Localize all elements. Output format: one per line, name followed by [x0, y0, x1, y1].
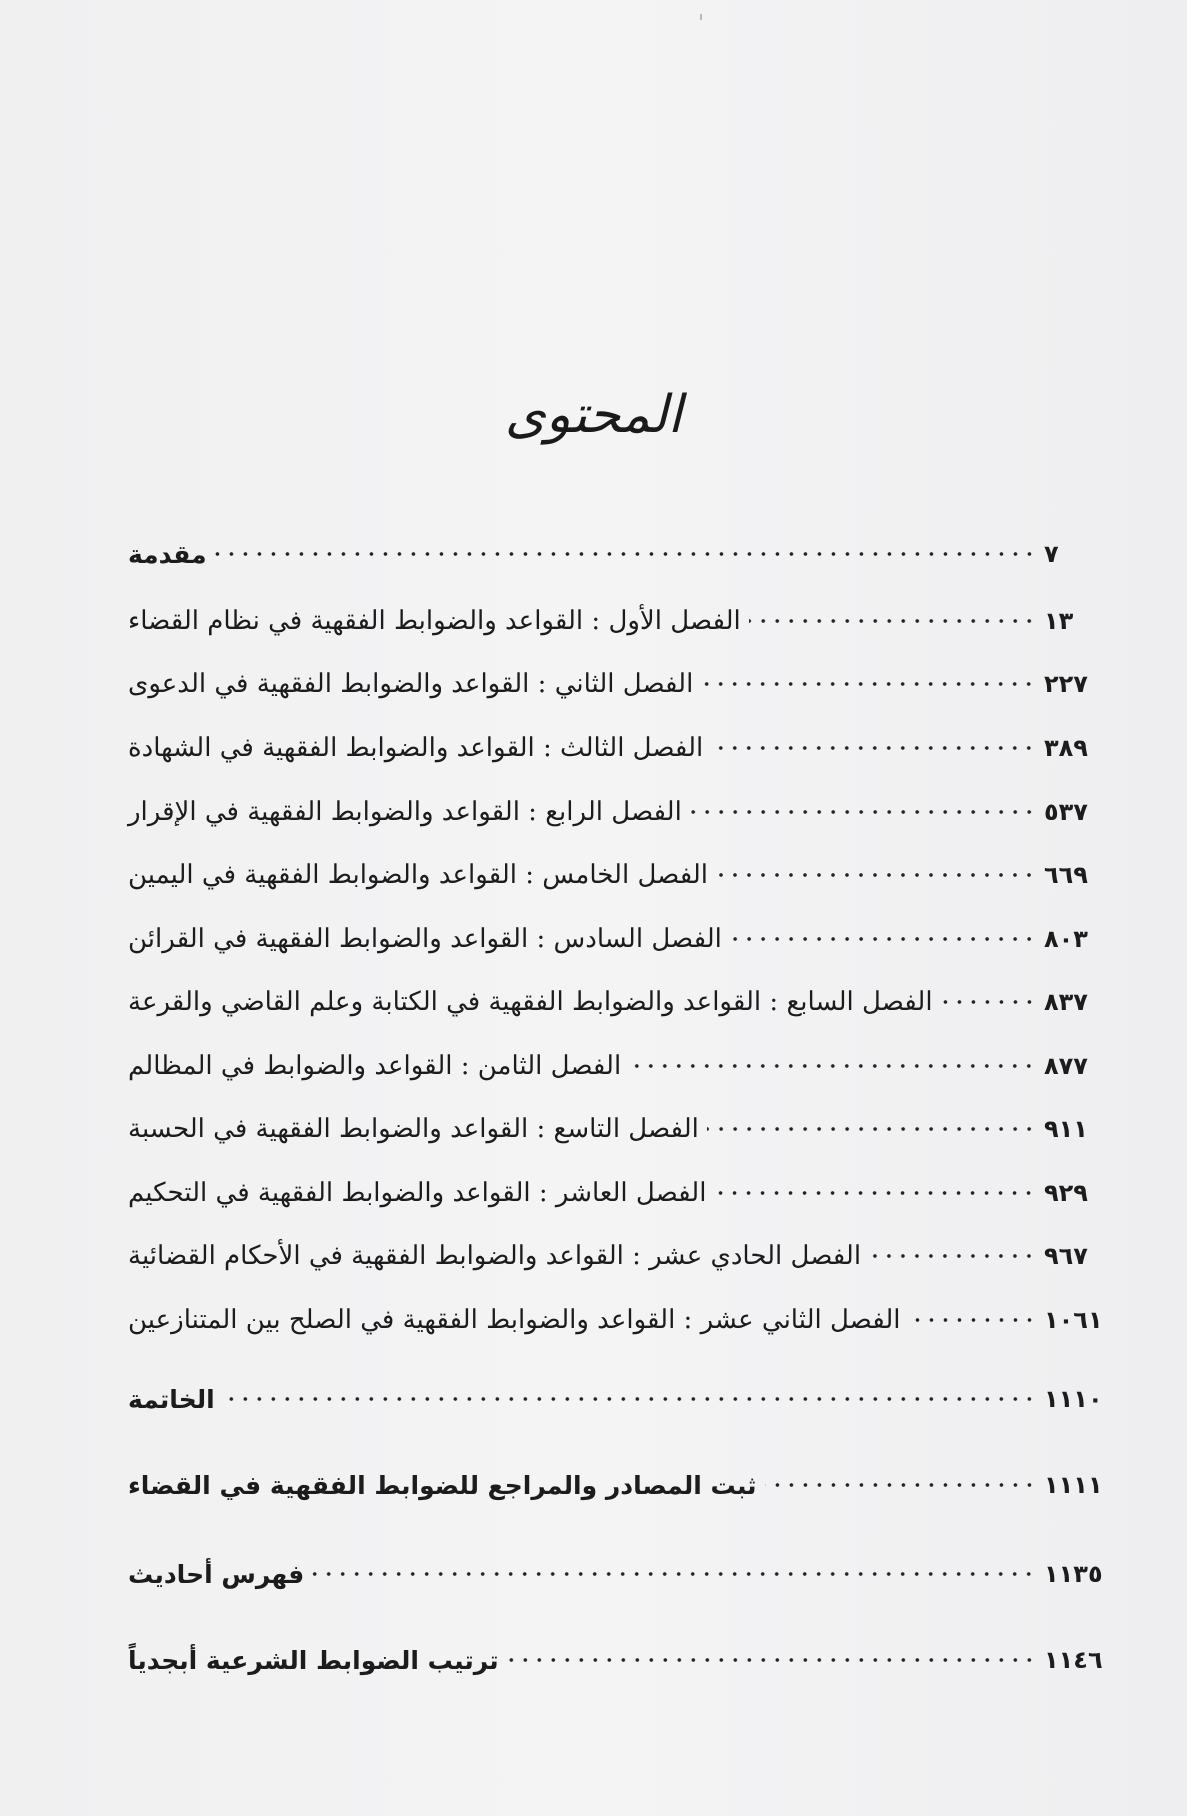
toc-entry	[118, 1636, 1106, 1684]
dot-leader	[749, 618, 1036, 624]
toc-page-number: ٢٢٧	[1044, 670, 1088, 698]
dot-leader	[312, 1571, 1036, 1577]
toc-page-number: ١١١٠	[1044, 1385, 1103, 1413]
toc-entry-title: ترتيب الضوابط الشرعية أبجدياً	[128, 1645, 499, 1675]
dot-leader	[941, 999, 1036, 1005]
toc-page-number: ١٠٦١	[1044, 1306, 1103, 1334]
toc-entry	[118, 1375, 1106, 1423]
toc-entry	[118, 1169, 1106, 1217]
page-title: المحتوى	[504, 385, 683, 445]
dot-leader	[690, 809, 1036, 815]
dot-leader	[765, 1482, 1036, 1488]
toc-entry-title: الخاتمة	[128, 1384, 215, 1414]
toc-entry-title: الفصل السابع : القواعد والضوابط الفقهية في الكتابة وعلم القاضي والقرعة	[128, 987, 933, 1017]
dot-leader	[730, 936, 1036, 942]
toc-entry-title: الفصل الثاني عشر : القواعد والضوابط الفقهية في الصلح بين المتنازعين	[128, 1305, 901, 1335]
toc-entry	[118, 978, 1106, 1026]
dot-leader	[701, 681, 1036, 687]
toc-entry	[118, 915, 1106, 963]
toc-entry	[118, 1042, 1106, 1090]
toc-entry	[118, 1461, 1106, 1509]
toc-entry-title: الفصل الثامن : القواعد والضوابط في المظالم	[128, 1051, 622, 1081]
toc-entry-title: الفصل الخامس : القواعد والضوابط الفقهية في اليمين	[128, 860, 708, 890]
toc-entry	[118, 1232, 1106, 1280]
toc-page-number: ١١٤٦	[1044, 1646, 1103, 1674]
toc-entry	[118, 788, 1106, 836]
toc-entry-title: الفصل العاشر : القواعد والضوابط الفقهية في التحكيم	[128, 1178, 707, 1208]
toc-page-number: ٧	[1044, 540, 1059, 568]
toc-page-number: ١٣	[1044, 607, 1074, 635]
dot-leader	[716, 872, 1036, 878]
toc-entry-title: الفصل السادس : القواعد والضوابط الفقهية في القرائن	[128, 924, 722, 954]
toc-entry	[118, 1296, 1106, 1344]
scan-mark	[700, 14, 702, 20]
toc-entry	[118, 1550, 1106, 1598]
dot-leader	[215, 551, 1036, 557]
dot-leader	[909, 1317, 1036, 1323]
toc-page-number: ٨٠٣	[1044, 925, 1088, 953]
toc-page-number: ٦٦٩	[1044, 861, 1088, 889]
toc-entry	[118, 530, 1106, 578]
toc-entry-title: مقدمة	[128, 539, 207, 569]
dot-leader	[223, 1396, 1036, 1402]
toc-entry-title: الفصل الرابع : القواعد والضوابط الفقهية في الإقرار	[128, 797, 682, 827]
toc-page-number: ١١٣٥	[1044, 1560, 1103, 1588]
dot-leader	[507, 1657, 1036, 1663]
toc-page-number: ٩٢٩	[1044, 1179, 1088, 1207]
dot-leader	[714, 1190, 1036, 1196]
toc-entry-title: الفصل التاسع : القواعد والضوابط الفقهية في الحسبة	[128, 1114, 699, 1144]
toc-page-number: ٣٨٩	[1044, 734, 1088, 762]
toc-entry-title: الفصل الثاني : القواعد والضوابط الفقهية في الدعوى	[128, 669, 694, 699]
toc-entry	[118, 851, 1106, 899]
toc-entry	[118, 597, 1106, 645]
toc-entry-title: فهرس أحاديث	[128, 1559, 305, 1589]
toc-entry-title: الفصل الأول : القواعد والضوابط الفقهية في نظام القضاء	[128, 606, 741, 636]
dot-leader	[711, 745, 1036, 751]
toc-entry-title: الفصل الحادي عشر : القواعد والضوابط الفقهية في الأحكام القضائية	[128, 1241, 862, 1271]
toc-entry-title: ثبت المصادر والمراجع للضوابط الفقهية في القضاء	[128, 1470, 757, 1500]
toc-entry	[118, 660, 1106, 708]
toc-page-number: ٨٣٧	[1044, 988, 1088, 1016]
toc-page-number: ٩١١	[1044, 1115, 1088, 1143]
toc-page-number: ٥٣٧	[1044, 798, 1088, 826]
dot-leader	[629, 1063, 1036, 1069]
dot-leader	[707, 1126, 1036, 1132]
toc-entry-title: الفصل الثالث : القواعد والضوابط الفقهية في الشهادة	[128, 733, 704, 763]
toc-entry	[118, 1105, 1106, 1153]
toc-entry	[118, 724, 1106, 772]
toc-page-number: ٩٦٧	[1044, 1242, 1088, 1270]
dot-leader	[869, 1253, 1036, 1259]
toc-page-number: ٨٧٧	[1044, 1052, 1088, 1080]
toc-page-number: ١١١١	[1044, 1471, 1103, 1499]
